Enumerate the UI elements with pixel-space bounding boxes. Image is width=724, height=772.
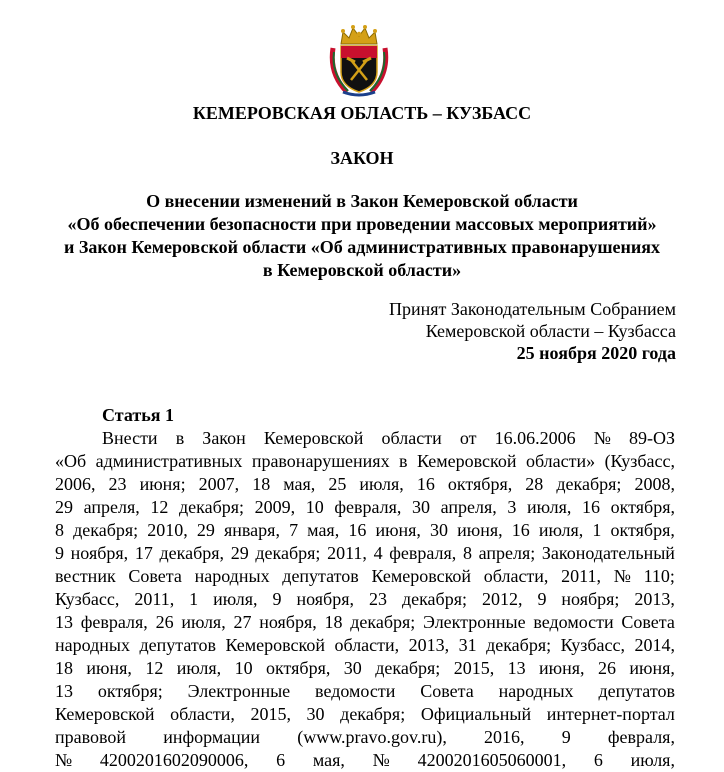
article-word: 2011, [327, 543, 367, 563]
article-word: депутатов [598, 681, 675, 701]
article-word: 1 [189, 589, 199, 609]
article-word: 30 [430, 520, 449, 540]
article-word: 16.06.2006 [494, 428, 576, 448]
article-word: административных [95, 451, 243, 471]
article-word: 16 [582, 497, 601, 517]
article-word: правовой [55, 727, 127, 747]
article-word: 31 [458, 635, 477, 655]
article-text-line [55, 611, 675, 634]
article-word: ноября, [70, 543, 129, 563]
article-word: 2013, [408, 635, 450, 655]
article-word: октября; [97, 681, 163, 701]
article-word: 1 [592, 520, 602, 540]
article-word: 13 [55, 681, 73, 701]
article-word: 8 [462, 543, 472, 563]
article-word: 110; [643, 566, 675, 586]
article-word: 8 [55, 520, 64, 540]
article-word: октября, [447, 474, 513, 494]
article-word: 30 [412, 497, 431, 517]
article-text-line [55, 634, 675, 657]
article-word: 18 [324, 612, 343, 632]
article-word: Кемеровской [225, 635, 326, 655]
article-text-line [55, 588, 675, 611]
article-word: октября, [610, 520, 675, 540]
article-word: 6 [276, 750, 286, 770]
article-word: июня, [457, 520, 503, 540]
article-word: 2010, [147, 520, 188, 540]
article-word: ноября; [561, 589, 620, 609]
article-word: Кузбасс, [55, 589, 120, 609]
article-word: июля, [176, 658, 222, 678]
article-word: 23 [108, 474, 127, 494]
article-word: 26 [597, 658, 616, 678]
article-word: 23 [368, 589, 387, 609]
article-word: Кемеровской [371, 566, 472, 586]
article-word: 26 [155, 612, 174, 632]
article-word: декабря; [340, 704, 406, 724]
article-word: 29 [230, 543, 249, 563]
article-word: 25 [328, 474, 347, 494]
article-word: Электронные [423, 612, 526, 632]
article-word: апреля, [440, 497, 497, 517]
article-word: 30 [306, 704, 325, 724]
article-word: 13 [55, 612, 73, 632]
article-text-line [102, 427, 675, 450]
article-word: в [175, 428, 185, 448]
article-word: от [459, 428, 477, 448]
article-word: 2011, [561, 566, 601, 586]
article-word: января, [224, 520, 280, 540]
article-word: вестник [55, 566, 116, 586]
article-word: ноября, [296, 589, 354, 609]
article-text-line [55, 749, 675, 772]
article-word: № [55, 750, 73, 770]
article-word: 2016, [484, 727, 525, 747]
adoption-line: Кемеровской области – Кузбасса [425, 321, 676, 341]
article-word: июля, [359, 474, 404, 494]
article-word: октября, [266, 658, 331, 678]
article-word: февраля, [80, 612, 148, 632]
article-text-line [55, 565, 675, 588]
article-word: февраля, [389, 543, 457, 563]
article-word: декабря; [375, 658, 441, 678]
article-word: 2007, [198, 474, 240, 494]
article-word: июня; [139, 474, 186, 494]
region-title: КЕМЕРОВСКАЯ ОБЛАСТЬ – КУЗБАСС [192, 103, 532, 123]
article-word: области, [483, 566, 549, 586]
article-word: 13 [507, 658, 526, 678]
article-word: 10 [234, 658, 253, 678]
article-word: 2015, [250, 704, 291, 724]
article-word: 17 [134, 543, 153, 563]
article-word: июля, [538, 520, 584, 540]
article-word: 2009, [254, 497, 296, 517]
article-text-line [55, 542, 675, 565]
article-word: декабря; [401, 589, 467, 609]
article-word: 16 [416, 474, 435, 494]
article-word: июня, [539, 658, 585, 678]
article-text-line [55, 450, 675, 473]
article-word: 9 [561, 727, 571, 747]
article-word: (Кузбасс, [604, 451, 675, 471]
article-word: 9 [537, 589, 547, 609]
article-word: декабря; [73, 520, 139, 540]
article-word: 29 [196, 520, 215, 540]
article-word: Совета [420, 681, 474, 701]
article-word: 27 [233, 612, 252, 632]
article-word: 2011, [134, 589, 175, 609]
law-subtitle [0, 190, 724, 282]
article-word: октября, [610, 497, 675, 517]
article-word: интернет-портал [546, 704, 675, 724]
article-word: декабря; [178, 497, 245, 517]
article-word: июля, [527, 497, 572, 517]
article-word: 4200201605060001, [417, 750, 567, 770]
article-word: народных [55, 635, 130, 655]
article-word: Законодательный [541, 543, 675, 563]
article-word: Кемеровской [263, 428, 364, 448]
article-word: «Об [55, 451, 87, 471]
article-word: декабря; [255, 543, 321, 563]
article-word: № [613, 566, 631, 586]
article-word: Закон [202, 428, 246, 448]
law-subtitle-line: О внесении изменений в Закон Кемеровской области [146, 191, 578, 211]
article-word: 29 [55, 497, 73, 517]
article-text-line [55, 680, 675, 703]
article-word: 3 [507, 497, 517, 517]
article-word: Совета [621, 612, 675, 632]
article-word: ведомости [533, 612, 614, 632]
article-word: области, [334, 635, 400, 655]
article-word: мая, [307, 520, 340, 540]
article-word: 9 [55, 543, 64, 563]
adoption-date: 25 ноября 2020 года [516, 343, 676, 363]
article-word: депутатов [282, 566, 359, 586]
article-word: 2014, [634, 635, 675, 655]
article-text-line [55, 496, 675, 519]
article-word: 4 [373, 543, 383, 563]
adoption-line: Принят Законодательным Собранием [388, 299, 676, 319]
article-word: правонарушениях [251, 451, 390, 471]
article-word: области [381, 428, 442, 448]
article-word: мая, [283, 474, 316, 494]
article-word: 7 [289, 520, 299, 540]
article-word: 9 [272, 589, 282, 609]
article-word: (www.pravo.gov.ru), [297, 727, 447, 747]
article-word: 12 [145, 658, 164, 678]
article-word: июня, [629, 658, 675, 678]
article-word: ноября, [259, 612, 317, 632]
article-word: № [593, 428, 611, 448]
law-subtitle-line: в Кемеровской области» [262, 260, 462, 280]
article-word: информации [163, 727, 261, 747]
article-word: 6 [593, 750, 603, 770]
article-word: Электронные [187, 681, 291, 701]
article-text-line [55, 657, 675, 680]
article-heading: Статья 1 [102, 405, 174, 425]
article-word: № [372, 750, 390, 770]
article-word: 4200201602090006, [99, 750, 249, 770]
document-type: ЗАКОН [330, 148, 394, 168]
article-text-line [55, 703, 675, 726]
coat-of-arms-emblem [329, 22, 389, 100]
article-word: области, [170, 704, 235, 724]
article-text-line [55, 473, 675, 496]
article-word: декабря, [159, 543, 225, 563]
article-word: декабря; [350, 612, 416, 632]
article-word: июля, [213, 589, 258, 609]
article-word: 30 [343, 658, 362, 678]
article-word: ведомости [315, 681, 396, 701]
law-subtitle-line: «Об обеспечении безопасности при проведении массовых мероприятий» [67, 214, 657, 234]
article-word: Кемеровской [55, 704, 155, 724]
article-word: 18 [55, 658, 73, 678]
article-word: 12 [150, 497, 169, 517]
article-word: апреля; [478, 543, 536, 563]
article-text-line [55, 726, 675, 749]
article-word: июня, [375, 520, 421, 540]
article-word: Совета [128, 566, 182, 586]
article-word: в [399, 451, 408, 471]
article-word: июля, [630, 750, 675, 770]
article-word: июня, [86, 658, 132, 678]
article-word: мая, [312, 750, 345, 770]
article-word: Кузбасс, [560, 635, 625, 655]
article-word: депутатов [139, 635, 216, 655]
article-word: декабря; [486, 635, 552, 655]
article-word: 16 [511, 520, 530, 540]
article-word: 89-ОЗ [628, 428, 675, 448]
article-word: 2015, [453, 658, 495, 678]
article-text-line [55, 519, 675, 542]
article-word: народных [498, 681, 574, 701]
article-word: 2013, [634, 589, 675, 609]
article-word: 2012, [481, 589, 523, 609]
article-word: 2008, [634, 474, 675, 494]
law-subtitle-line: и Закон Кемеровской области «Об административных правонарушениях [63, 237, 661, 257]
article-word: 18 [252, 474, 271, 494]
article-word: апреля, [83, 497, 140, 517]
article-word: Официальный [420, 704, 532, 724]
article-word: февраля, [334, 497, 402, 517]
article-word: 10 [305, 497, 324, 517]
article-word: 16 [348, 520, 367, 540]
article-word: 28 [525, 474, 544, 494]
article-word: Внести [102, 428, 158, 448]
article-word: июля, [181, 612, 226, 632]
article-word: февраля, [607, 727, 675, 747]
article-word: области» [525, 451, 596, 471]
article-word: народных [194, 566, 270, 586]
article-word: декабря; [556, 474, 622, 494]
article-word: Кемеровской [416, 451, 517, 471]
article-word: 2006, [55, 474, 96, 494]
